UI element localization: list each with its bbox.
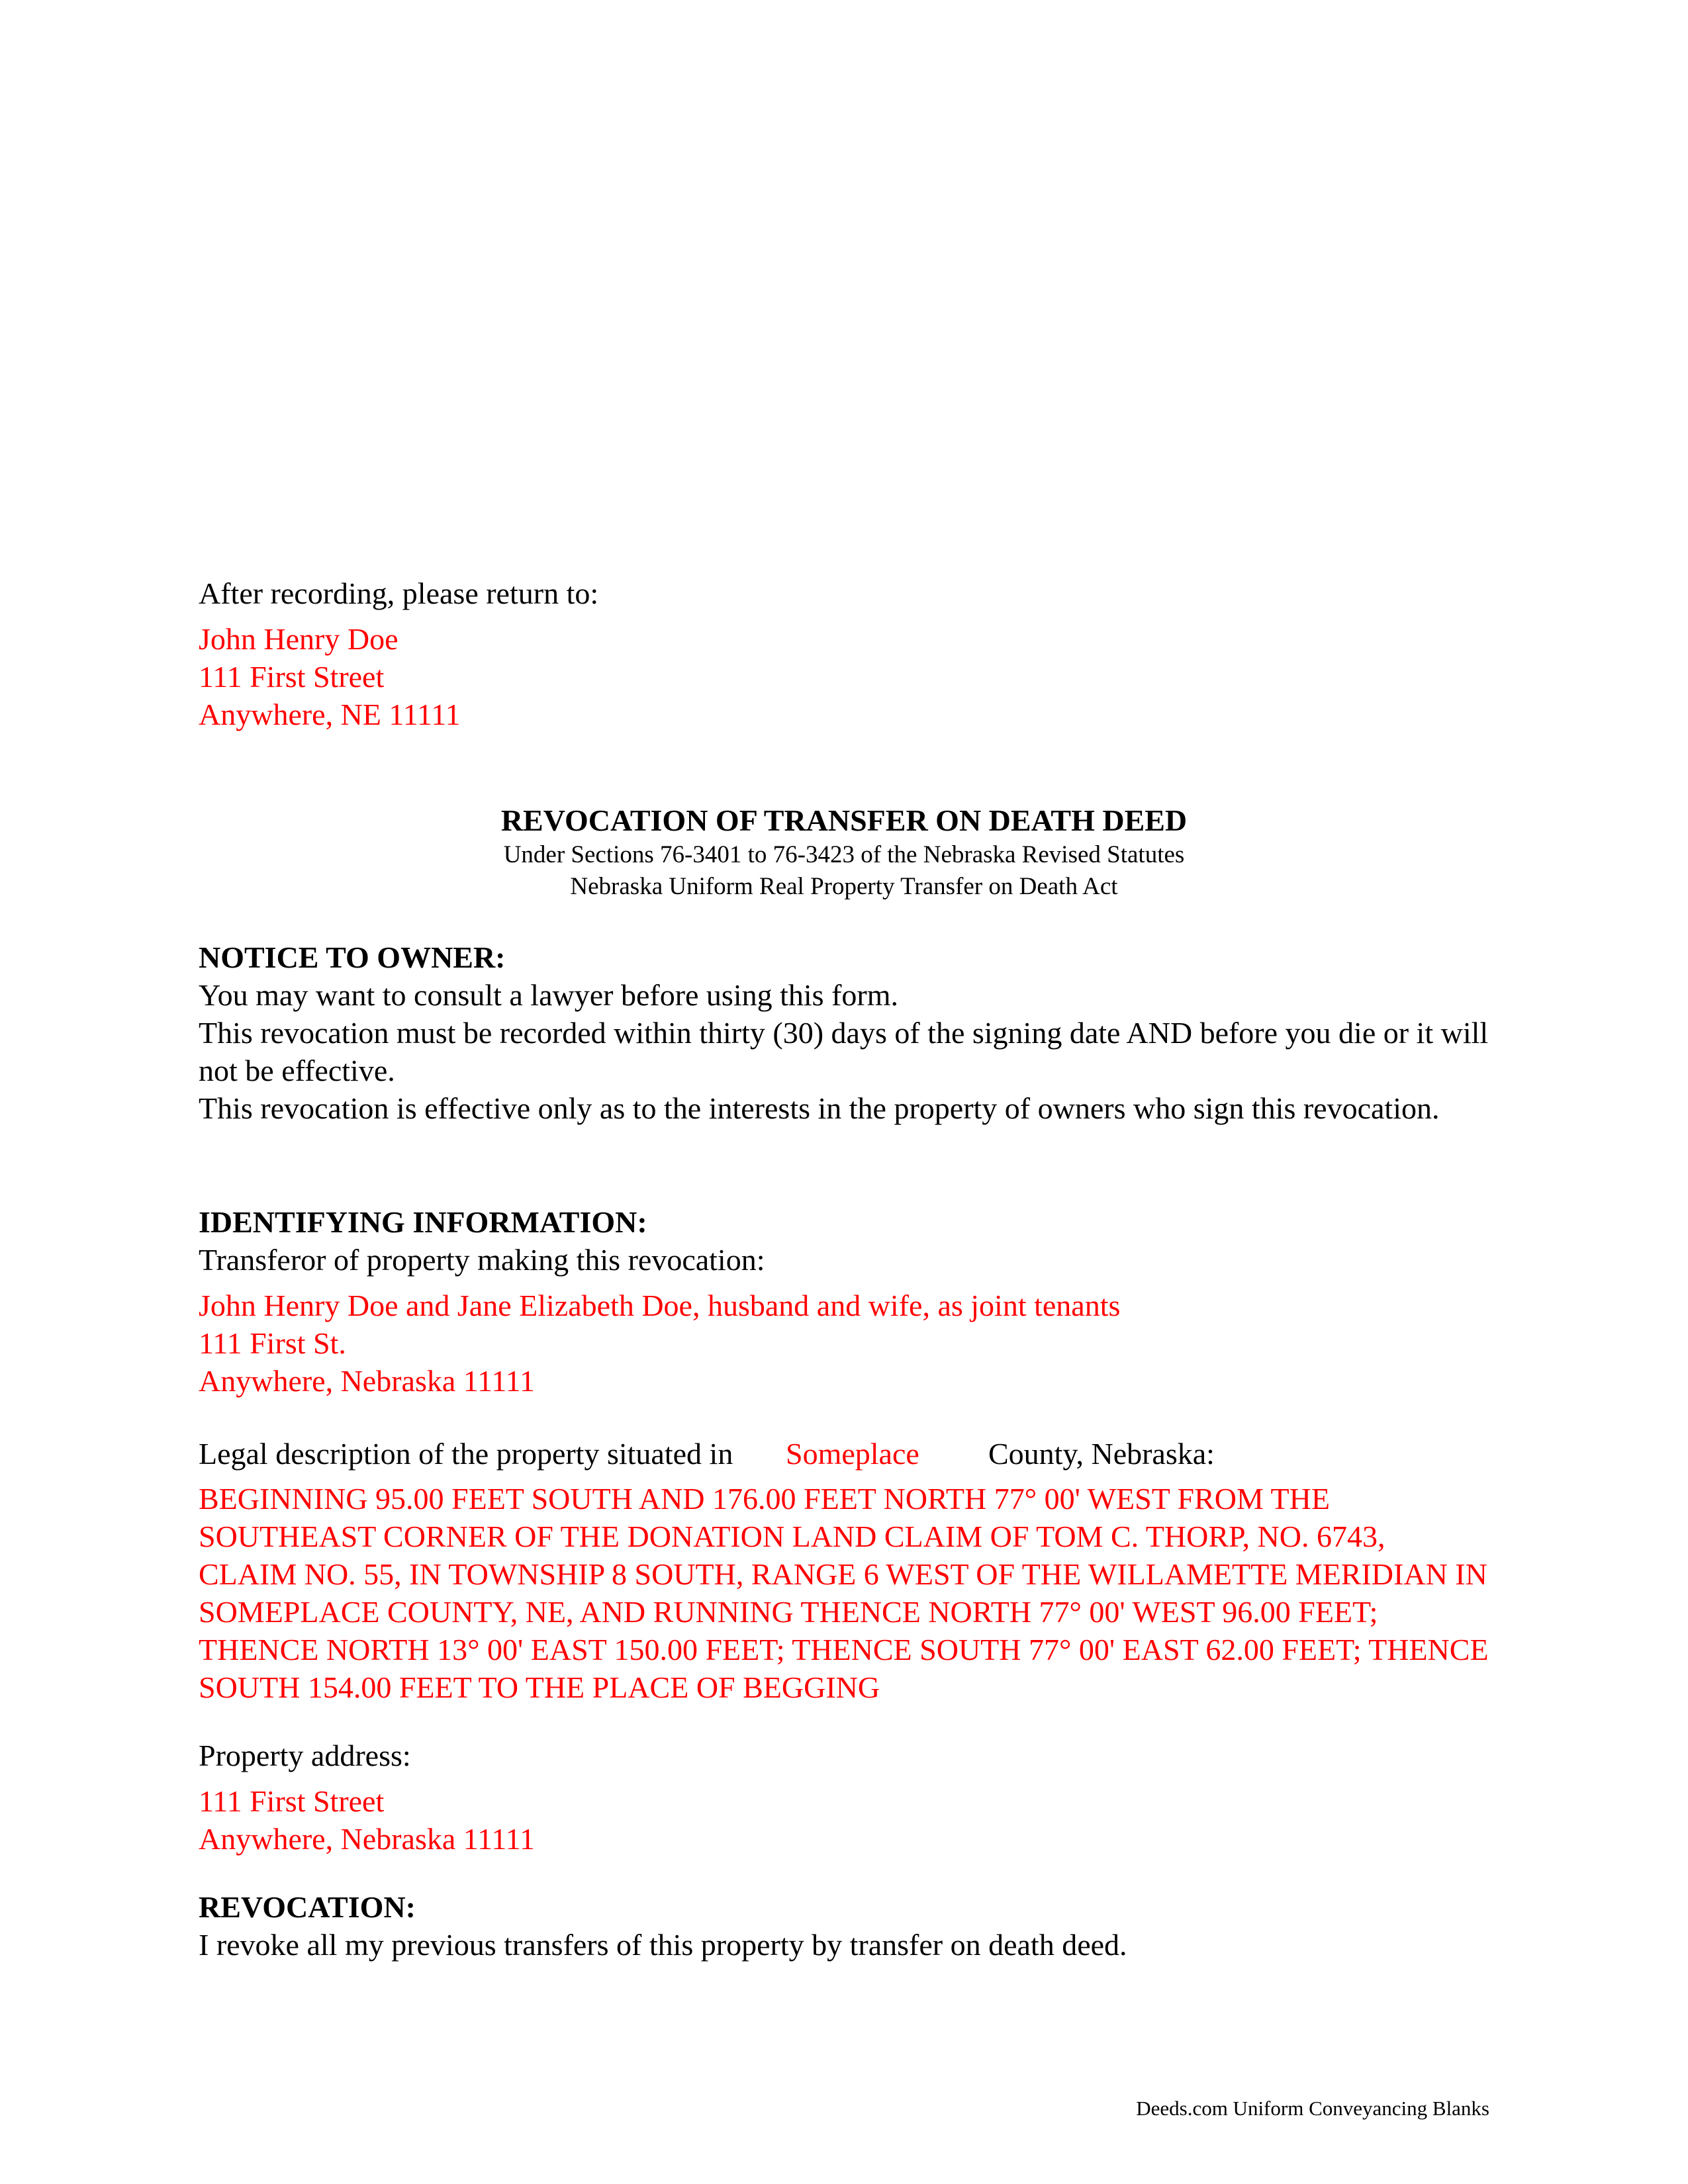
notice-line-3: This revocation is effective only as to the interests in the property of owners who sign this revocation. [199,1091,1440,1125]
notice-heading: NOTICE TO OWNER: [199,940,506,974]
property-address-city: Anywhere, Nebraska 11111 [199,1822,535,1856]
legal-county-value: Someplace [786,1437,919,1471]
property-address-label: Property address: [199,1739,411,1772]
revocation-heading: REVOCATION: [199,1890,416,1924]
footer-credit: Deeds.com Uniform Conveyancing Blanks [1136,2097,1489,2120]
identifying-section [199,1203,1496,1400]
notice-line-2: This revocation must be recorded within thirty (30) days of the signing date AND before you die or it will not be effective. [199,1016,1489,1087]
property-address-street: 111 First Street [199,1784,385,1818]
revocation-text: I revoke all my previous transfers of this property by transfer on death deed. [199,1928,1127,1962]
document-title: REVOCATION OF TRANSFER ON DEATH DEED [500,803,1188,837]
identifying-heading: IDENTIFYING INFORMATION: [199,1205,647,1239]
legal-description-label [199,1435,1496,1473]
legal-description-section [199,1480,1489,1706]
return-to-label: After recording, please return to: [199,576,599,610]
document-subtitle-statutes: Under Sections 76-3401 to 76-3423 of the Nebraska Revised Statutes [503,841,1185,868]
return-to-name: John Henry Doe [199,622,399,656]
transferor-city: Anywhere, Nebraska 11111 [199,1364,535,1398]
transferor-street: 111 First St. [199,1326,346,1360]
return-to-city: Anywhere, NE 11111 [199,698,461,731]
transferor-label: Transferor of property making this revocation: [199,1243,765,1277]
notice-section [199,938,1496,1127]
transferor-name: John Henry Doe and Jane Elizabeth Doe, husband and wife, as joint tenants [199,1289,1121,1322]
document-subtitle-act: Nebraska Uniform Real Property Transfer on Death Act [570,873,1118,900]
property-address-section [199,1737,1496,1858]
return-to-section [199,574,1496,733]
legal-label-suffix: County, Nebraska: [988,1437,1215,1471]
document-title-block [0,802,1688,903]
return-to-street: 111 First Street [199,660,385,694]
legal-description-text: BEGINNING 95.00 FEET SOUTH AND 176.00 FEET NORTH 77° 00' WEST FROM THE SOUTHEAST CORNER OF THE DONATION LAND CLAIM OF TOM C. THORP, NO. 6743, CLAIM NO. 55, IN TOWNSHIP 8 SOUTH, RANGE 6 WEST OF THE WILLAMETTE MERIDIAN IN SOMEPLACE COUNTY, NE, AND RUNNING THENCE NORTH 77° 00' WEST 96.00 FEET; THENCE NORTH 13° 00' EAST 150.00 FEET; THENCE SOUTH 77° 00' EAST 62.00 FEET; THENCE SOUTH 154.00 FEET TO THE PLACE OF BEGGING [199,1482,1489,1704]
legal-label-prefix: Legal description of the property situated in [199,1437,733,1471]
notice-line-1: You may want to consult a lawyer before using this form. [199,978,898,1012]
revocation-section [199,1888,1496,1964]
